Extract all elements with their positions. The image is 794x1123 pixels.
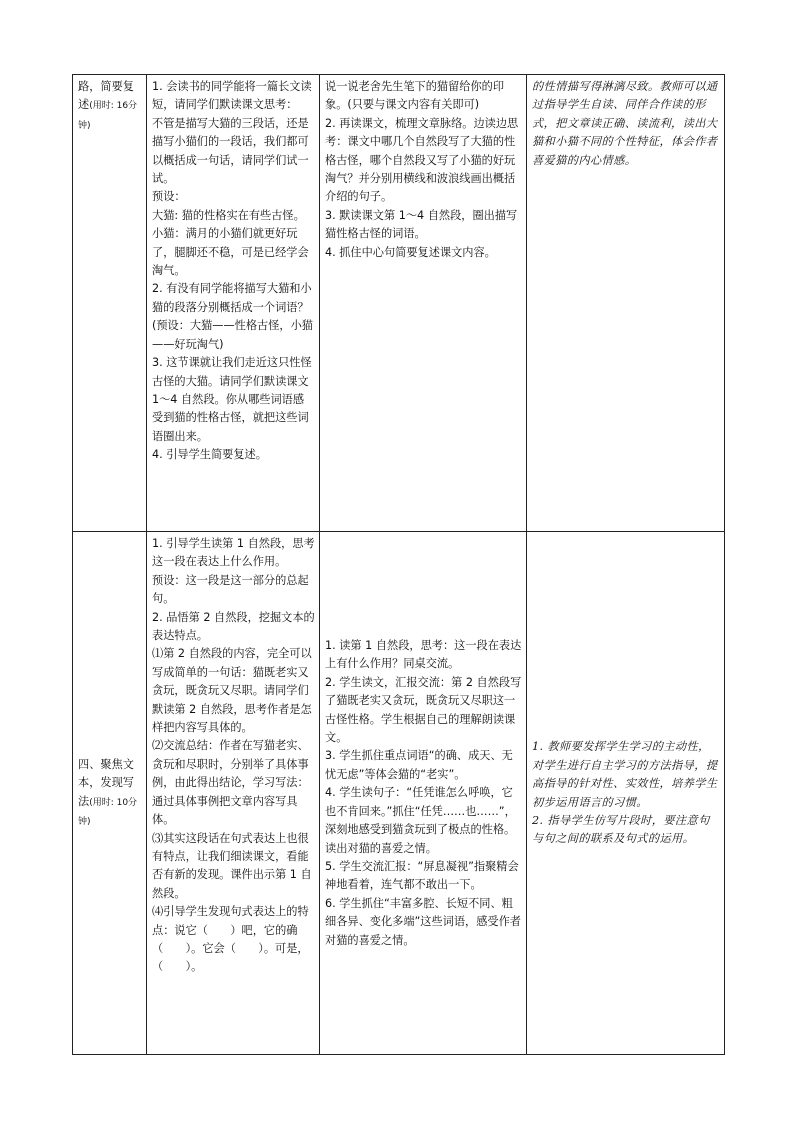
student-paragraph: 6. 学生抓住“丰富多腔、长短不同、粗细各异、变化多端”这些词语，感受作者对猫的喜爱之情。 <box>325 896 521 947</box>
teacher-paragraph: 3. 这节课就让我们走近这只性怪古怪的大猫。请同学们默读课文 1～4 自然段。你从哪些词语感受到猫的性格古怪，就把这些词语圈出来。 <box>152 356 312 443</box>
teacher-activity-cell <box>147 75 320 532</box>
student-paragraph: 2. 再读课文，梳理文章脉络。边读边思考：课文中哪几个自然段写了大猫的性格古怪，哪个自然段又写了小猫的好玩淘气？并分别用横线和波浪线画出概括介绍的句子。 <box>325 116 519 204</box>
student-activity-cell <box>320 532 527 1055</box>
lesson-plan-table <box>72 74 725 1055</box>
teacher-paragraph: 1. 会读书的同学能将一篇长文读短，请同学们默读课文思考： <box>152 80 312 112</box>
design-note: 1. 教师要发挥学生学习的主动性，对学生进行自主学习的方法指导，提高指导的针对性、实效性，培养学生初步运用语言的习惯。 <box>532 740 718 809</box>
student-paragraph: 说一说老舍先生笔下的猫留给你的印象。(只要与课文内容有关即可) <box>325 80 505 112</box>
teacher-paragraph: ⑴第 2 自然段的内容，完全可以写成简单的一句话：猫既老实又贪玩，既贪玩又尽职。请同学们默读第 2 自然段，思考作者是怎样把内容写具体的。 <box>152 647 312 735</box>
teacher-paragraph: 小猫：满月的小猫们就更好玩了，腿脚还不稳，可是已经学会淘气。 <box>152 227 309 278</box>
stage-label: 路，简要复述 <box>78 80 134 112</box>
teacher-paragraph: 2. 品悟第 2 自然段，挖掘文本的表达特点。 <box>152 610 315 643</box>
stage-label: 四、聚焦文本，发现写法 <box>78 757 134 808</box>
design-note: 的性情描写得淋漓尽致。教师可以通过指导学生自读、同伴合作读的形式，把文章读正确、读流利，读出大猫和小猫不同的个性特征，体会作者喜爱猫的内心情感。 <box>532 80 718 167</box>
teacher-activity-cell <box>147 532 320 1055</box>
student-activity-cell <box>320 75 527 532</box>
teacher-paragraph: 大猫: 猫的性格实在有些古怪。 <box>152 208 305 222</box>
stage-cell <box>73 75 147 532</box>
student-paragraph: 2. 学生读文，汇报交流：第 2 自然段写了猫既老实又贪玩，既贪玩又尽职这一古怪性格。学生根据自己的理解朗读课文。 <box>325 675 522 745</box>
teacher-paragraph: 4. 引导学生简要复述。 <box>152 448 267 462</box>
teacher-paragraph: ⑵交流总结：作者在写猫老实、贪玩和尽职时，分别举了具体事例，由此得出结论，学习写法：通过具体事例把文章内容写具体。 <box>152 739 309 827</box>
student-paragraph: 4. 学生读句子：“任凭谁怎么呼唤，它也不肯回来。”抓住“任凭……也……”，深刻地感受到猫贪玩到了极点的性格。读出对猫的喜爱之情。 <box>325 786 516 855</box>
design-note: 2. 指导学生仿写片段时，要注意句与句之间的联系及句式的运用。 <box>532 813 710 846</box>
teacher-paragraph: 预设： <box>152 190 186 204</box>
table-row <box>73 532 725 1055</box>
teacher-paragraph: 预设：这一段是这一部分的总起句。 <box>152 573 309 606</box>
design-note-cell <box>527 75 725 532</box>
student-paragraph: 4. 抓住中心句简要复述课文内容。 <box>325 245 496 259</box>
design-note-cell <box>527 532 725 1055</box>
stage-time: (用时: 10分钟) <box>78 797 138 827</box>
stage-time: (用时: 16分钟) <box>78 101 138 131</box>
student-paragraph: 5. 学生交流汇报：“屏息凝视”指聚精会神地看着，连气都不敢出一下。 <box>325 859 519 892</box>
teacher-paragraph: 1. 引导学生读第 1 自然段，思考这一段在表达上什么作用。 <box>152 537 315 569</box>
student-paragraph: 3. 默读课文第 1～4 自然段，圈出描写猫性格古怪的词语。 <box>325 208 518 241</box>
student-paragraph: 1. 读第 1 自然段，思考：这一段在表达上有什么作用？同桌交流。 <box>325 639 522 671</box>
teacher-paragraph: ⑶其实这段话在句式表达上也很有特点，让我们细读课文，看能否有新的发现。课件出示第 1 自然段。 <box>152 831 312 900</box>
teacher-paragraph: 2. 有没有同学能将描写大猫和小猫的段落分别概括成一个词语？(预设：大猫——性格古怪，小猫——好玩淘气) <box>152 282 313 351</box>
stage-cell <box>73 532 147 1055</box>
table-row <box>73 75 725 532</box>
teacher-paragraph: 不管是描写大猫的三段话，还是描写小猫们的一段话，我们都可以概括成一句话，请同学们试一试。 <box>152 116 309 186</box>
student-paragraph: 3. 学生抓住重点词语“的确、成天、无忧无虑”等体会猫的“老实”。 <box>325 749 513 781</box>
teacher-paragraph: ⑷引导学生发现句式表达上的特点：说它（ ）吧，它的确（ ）。它会（ ）。可是，（ ）。 <box>152 905 309 974</box>
